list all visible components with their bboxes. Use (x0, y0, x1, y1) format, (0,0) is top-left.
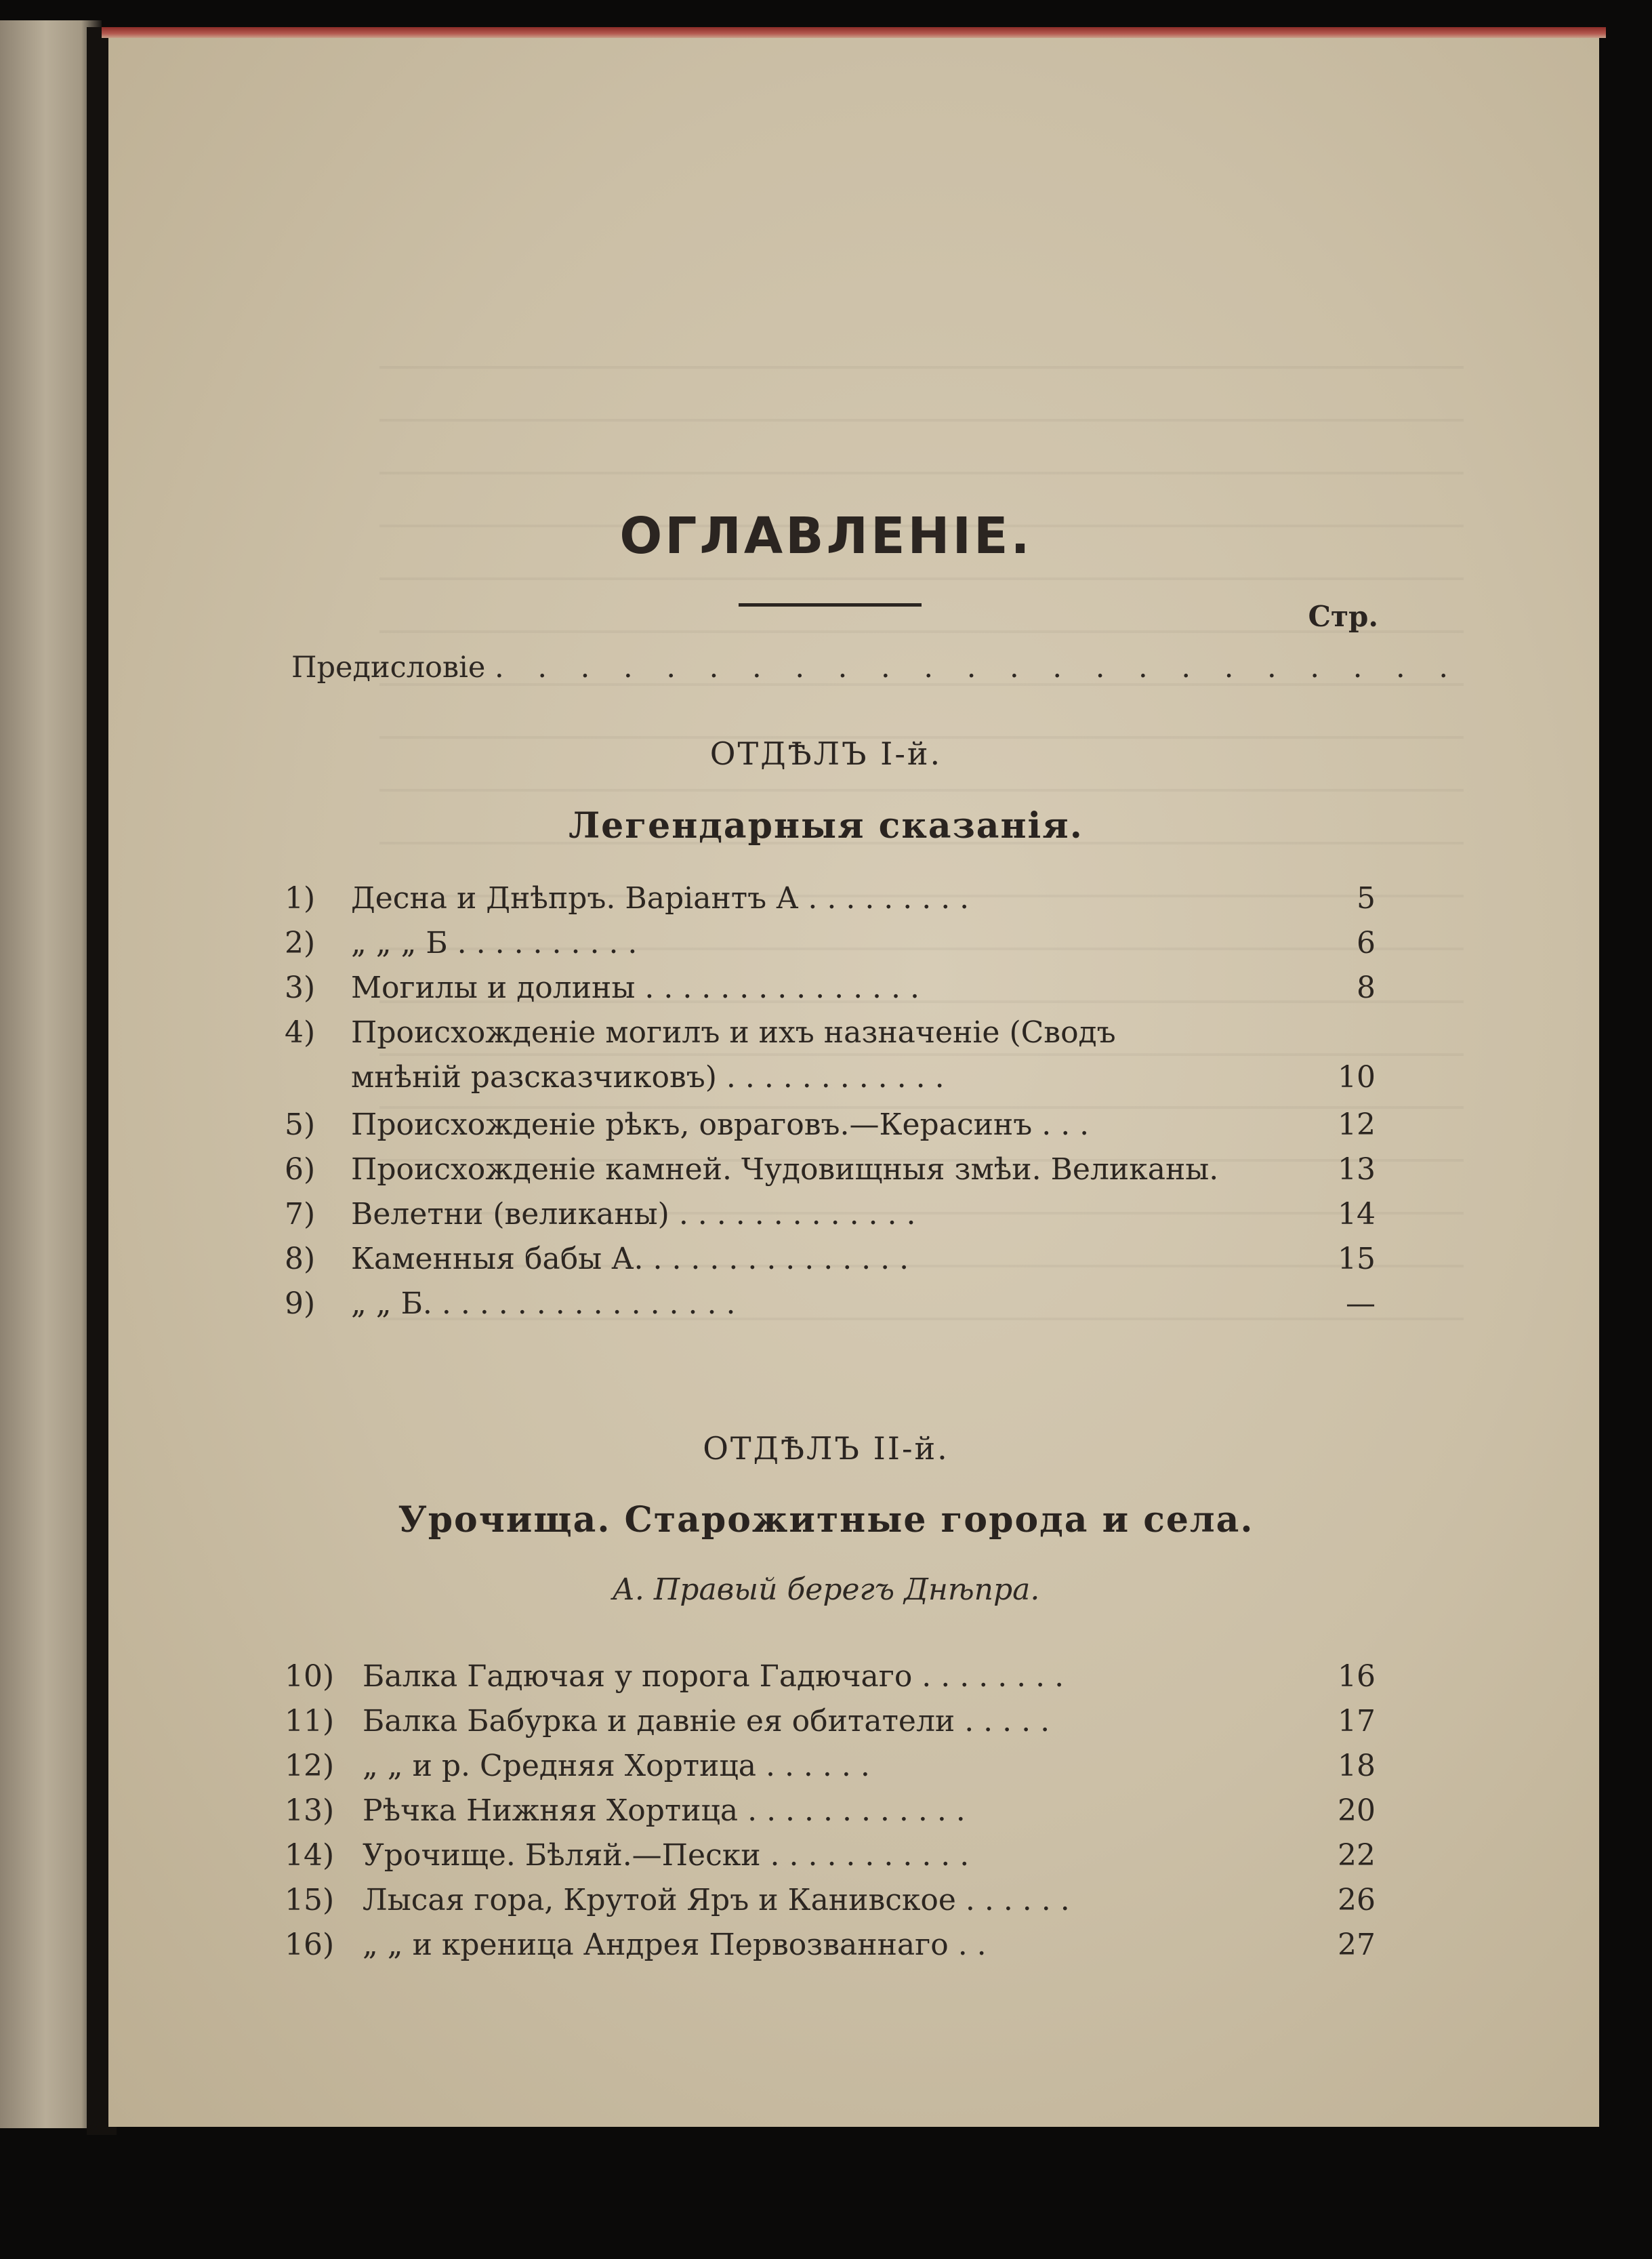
entry-page: 20 (1338, 1793, 1376, 1828)
entry-title: Каменныя бабы А. . . . . . . . . . . . . . . (351, 1242, 909, 1276)
entry-number: 13) (285, 1793, 335, 1828)
entry-title: мнѣній разсказчиковъ) . . . . . . . . . . . . (351, 1060, 945, 1095)
entry-title: Велетни (великаны) . . . . . . . . . . . . . (351, 1197, 916, 1232)
toc-entry (285, 1883, 1376, 1928)
entry-title: Урочище. Бѣляй.—Пески . . . . . . . . . . . (363, 1838, 970, 1873)
entry-title: Лысая гора, Крутой Яръ и Канивское . . . . . . (363, 1883, 1070, 1917)
entry-title: Могилы и долины . . . . . . . . . . . . . . . (351, 971, 920, 1005)
toc-entry (285, 1793, 1376, 1838)
entry-number: 2) (285, 926, 316, 960)
entry-page: 12 (1338, 1107, 1376, 1142)
entry-number: 4) (285, 1015, 316, 1050)
toc-entry (285, 971, 1376, 1015)
entry-title: Рѣчка Нижняя Хортица . . . . . . . . . . . . (363, 1793, 966, 1828)
entry-number: 6) (285, 1152, 316, 1187)
section-1-label: ОТДѢЛЪ I-й. (709, 735, 943, 772)
entry-page: 15 (1338, 1242, 1376, 1276)
toc-entry (285, 1152, 1376, 1197)
section-2-heading: Урочища. Старожитные города и села. (398, 1499, 1254, 1541)
toc-entry (285, 1659, 1376, 1704)
toc-entry (285, 1242, 1376, 1286)
entry-page: 10 (1338, 1060, 1376, 1095)
section-2-entries (285, 1659, 1376, 1972)
entry-page: 14 (1338, 1197, 1376, 1232)
entry-number: 5) (285, 1107, 316, 1142)
toc-entry (285, 1749, 1376, 1793)
entry-page: 16 (1338, 1659, 1376, 1694)
entry-page: 18 (1338, 1749, 1376, 1783)
entry-page: 17 (1338, 1704, 1376, 1738)
title-underline (739, 603, 922, 607)
entry-number: 14) (285, 1838, 335, 1873)
entry-number: 16) (285, 1928, 335, 1962)
preface-entry (291, 651, 1460, 685)
entry-title: Балка Бабурка и давніе ея обитатели . . . . . (363, 1704, 1050, 1738)
toc-entry (285, 1197, 1376, 1242)
entry-title: Происхожденіе рѣкъ, овраговъ.—Керасинъ . . . (351, 1107, 1090, 1142)
toc-entry (285, 926, 1376, 971)
entry-page: 5 (1357, 881, 1376, 916)
page-top-edge (102, 27, 1606, 38)
toc-entry (285, 1015, 1376, 1060)
toc-entry-continuation (285, 1060, 1376, 1107)
entry-title: „ „ „ Б . . . . . . . . . . (351, 926, 638, 960)
entry-page: — (1346, 1286, 1376, 1321)
toc-entry (285, 1107, 1376, 1152)
section-1-entries (285, 881, 1376, 1331)
toc-entry (285, 1928, 1376, 1972)
entry-number: 8) (285, 1242, 316, 1276)
entry-page: 8 (1357, 971, 1376, 1005)
toc-entry (285, 881, 1376, 926)
preface-dots: . . . . . . . . . . . . . . . . . . . . . . . (494, 651, 1461, 685)
entry-title: „ „ Б. . . . . . . . . . . . . . . . . (351, 1286, 736, 1321)
entry-title: „ „ и креница Андрея Первозваннаго . . (363, 1928, 987, 1962)
section-2-label: ОТДѢЛЪ II-й. (703, 1430, 949, 1467)
section-2-subheading: А. Правый берегъ Днѣпра. (612, 1572, 1040, 1607)
entry-number: 10) (285, 1659, 335, 1694)
section-1-heading: Легендарныя сказанія. (569, 805, 1083, 847)
entry-title: Десна и Днѣпръ. Варіантъ А . . . . . . . . . (351, 881, 970, 916)
entry-page: 6 (1357, 926, 1376, 960)
entry-page: 27 (1338, 1928, 1376, 1962)
entry-page: 13 (1338, 1152, 1376, 1187)
preface-label: Предисловіе (291, 651, 486, 685)
toc-entry (285, 1838, 1376, 1883)
entry-number: 1) (285, 881, 316, 916)
entry-page: 22 (1338, 1838, 1376, 1873)
entry-number: 12) (285, 1749, 335, 1783)
toc-title: ОГЛАВЛЕНІЕ. (619, 507, 1033, 565)
entry-number: 11) (285, 1704, 335, 1738)
entry-number: 15) (285, 1883, 335, 1917)
entry-number: 7) (285, 1197, 316, 1232)
entry-number: 9) (285, 1286, 316, 1321)
entry-number: 3) (285, 971, 316, 1005)
toc-entry (285, 1704, 1376, 1749)
toc-entry (285, 1286, 1376, 1331)
entry-title: Балка Гадючая у порога Гадючаго . . . . . . . . (363, 1659, 1065, 1694)
entry-title: „ „ и р. Средняя Хортица . . . . . . (363, 1749, 870, 1783)
entry-page: 26 (1338, 1883, 1376, 1917)
page-column-header: Стр. (1308, 600, 1378, 633)
entry-title: Происхожденіе могилъ и ихъ назначеніе (Сводъ (351, 1015, 1116, 1050)
entry-title: Происхожденіе камней. Чудовищныя змѣи. Великаны. (351, 1152, 1219, 1187)
